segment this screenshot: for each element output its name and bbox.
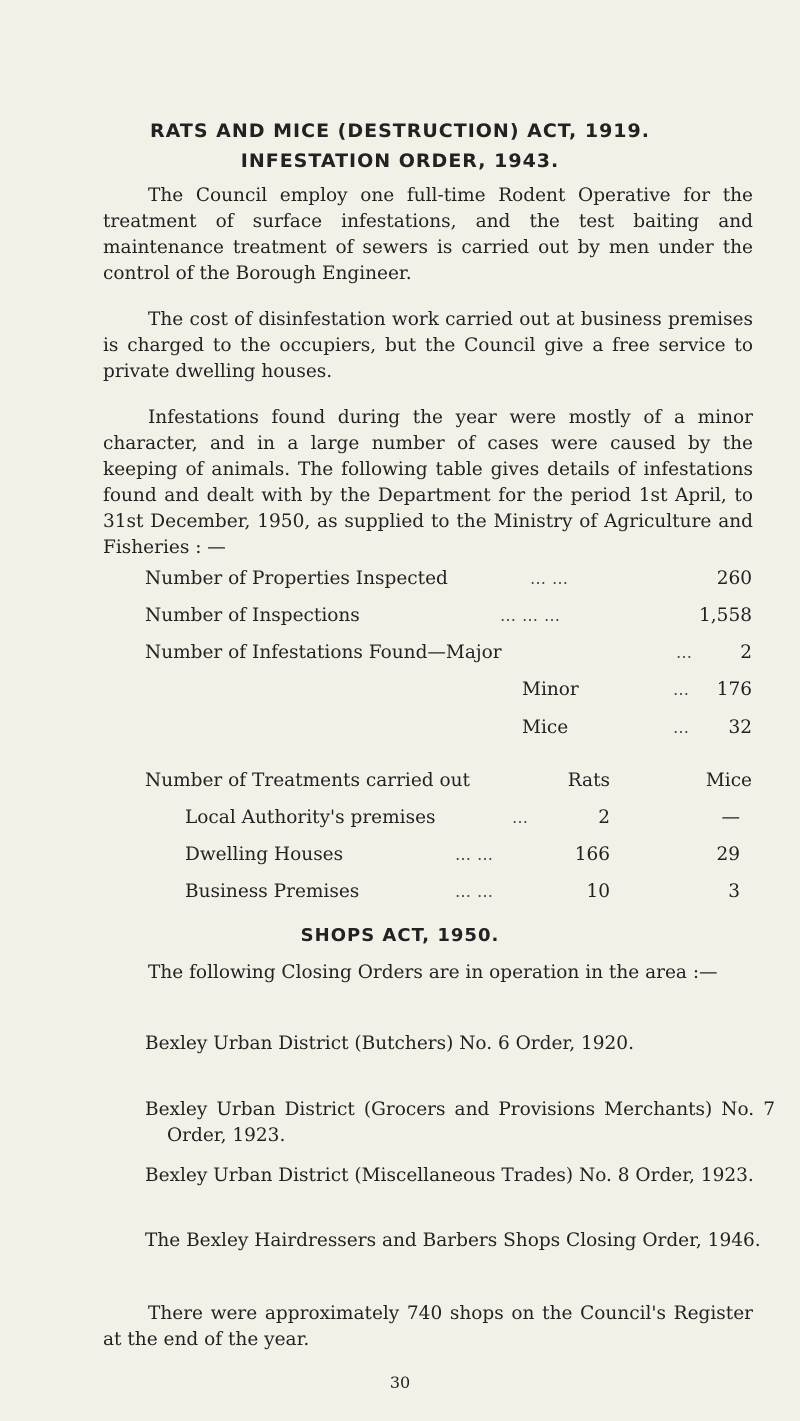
stat-value-major: 2 bbox=[740, 642, 752, 663]
table-row-label: Business Premises bbox=[185, 881, 360, 902]
leader-dots: … bbox=[676, 643, 698, 662]
leader-dots: … bbox=[673, 718, 695, 737]
stat-value-minor: 176 bbox=[716, 679, 752, 700]
leader-dots: … bbox=[512, 808, 534, 827]
leader-dots: ……… bbox=[500, 606, 566, 625]
leader-dots: …… bbox=[455, 882, 499, 901]
stat-label-inspections: Number of Inspections bbox=[145, 605, 360, 626]
table-row-label: Local Authority's premises bbox=[185, 807, 436, 828]
stat-value-mice: 32 bbox=[728, 717, 752, 738]
column-header-rats: Rats bbox=[567, 770, 610, 791]
page-number: 30 bbox=[389, 1373, 411, 1392]
table-cell-mice: — bbox=[721, 807, 740, 828]
stat-value-properties: 260 bbox=[716, 568, 752, 589]
list-item-order: Bexley Urban District (Butchers) No. 6 Order, 1920. bbox=[145, 1033, 634, 1054]
list-item-order: The Bexley Hairdressers and Barbers Shops Closing Order, 1946. bbox=[145, 1230, 761, 1251]
paragraph-shops-register: There were approximately 740 shops on the Council's Register at the end of the year. bbox=[103, 1303, 753, 1350]
column-header-mice: Mice bbox=[705, 770, 752, 791]
leader-dots: …… bbox=[530, 569, 574, 588]
table-cell-mice: 29 bbox=[716, 844, 740, 865]
stat-label-mice: Mice bbox=[522, 717, 569, 738]
table-cell-rats: 2 bbox=[598, 807, 610, 828]
stat-label-infestations-major: Number of Infestations Found—Major bbox=[145, 642, 502, 663]
treatments-header-label: Number of Treatments carried out bbox=[145, 770, 470, 791]
table-cell-rats: 166 bbox=[574, 844, 610, 865]
leader-dots: …… bbox=[455, 845, 499, 864]
list-item-order: Bexley Urban District (Grocers and Provisions Merchants) No. 7 Order, 1923. bbox=[145, 1099, 775, 1146]
leader-dots: … bbox=[673, 680, 695, 699]
section-subtitle-infestation: INFESTATION ORDER, 1943. bbox=[240, 150, 560, 172]
paragraph-infestations: Infestations found during the year were mostly of a minor character, and in a large number of cases were caused by the keeping of animals. The following table gives details of infestations found and dealt with by the Department for the period 1st April, to 31st December, 1950, as supplied to the Ministry of Agriculture and Fisheries : — bbox=[103, 407, 753, 558]
paragraph-cost: The cost of disinfestation work carried out at business premises is charged to the occupiers, but the Council give a free service to private dwelling houses. bbox=[103, 309, 753, 382]
paragraph-shops-intro: The following Closing Orders are in operation in the area :— bbox=[148, 962, 718, 983]
stat-label-minor: Minor bbox=[522, 679, 579, 700]
section-title-shops-act: SHOPS ACT, 1950. bbox=[300, 925, 500, 946]
table-cell-mice: 3 bbox=[728, 881, 740, 902]
stat-label-properties: Number of Properties Inspected bbox=[145, 568, 448, 589]
table-cell-rats: 10 bbox=[586, 881, 610, 902]
list-item-order: Bexley Urban District (Miscellaneous Trades) No. 8 Order, 1923. bbox=[145, 1165, 754, 1186]
section-title-rats: RATS AND MICE (DESTRUCTION) ACT, 1919. bbox=[150, 120, 650, 142]
table-row-label: Dwelling Houses bbox=[185, 844, 344, 865]
stat-value-inspections: 1,558 bbox=[699, 605, 752, 626]
paragraph-rodent-operative: The Council employ one full-time Rodent Operative for the treatment of surface infestations, and the test baiting and maintenance treatment of sewers is carried out by men under the control of the Borough Engineer. bbox=[103, 185, 753, 284]
